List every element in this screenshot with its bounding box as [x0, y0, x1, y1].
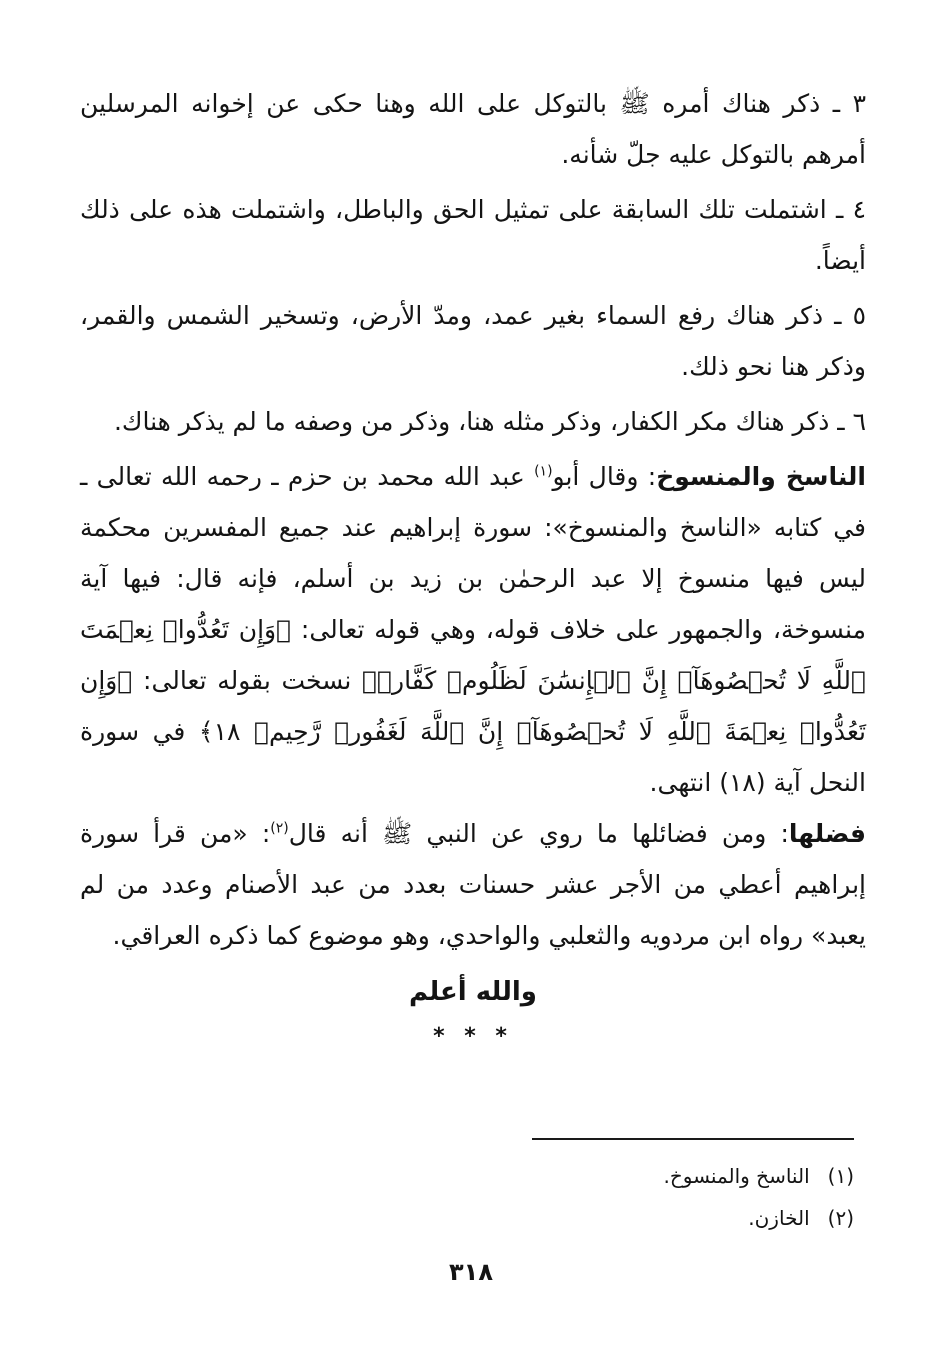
- footnote-number: (١): [827, 1164, 854, 1188]
- footnotes: [454, 1155, 854, 1239]
- footnote-ref-2[interactable]: (٢): [270, 820, 289, 837]
- list-item-5: ٥ ـ ذكر هناك رفع السماء بغير عمد، ومدّ الأرض، وتسخير الشمس والقمر، وذكر هنا نحو ذلك.: [80, 301, 866, 381]
- naskh-paragraph: [80, 451, 866, 808]
- footnote-2: [454, 1197, 854, 1239]
- footnote-number: (٢): [827, 1206, 854, 1230]
- list-item-6: ٦ ـ ذكر هناك مكر الكفار، وذكر مثله هنا، وذكر من وصفه ما لم يذكر هناك.: [113, 407, 866, 436]
- fadl-paragraph: [80, 808, 866, 961]
- list-item-3: ٣ ـ ذكر هناك أمره ﷺ بالتوكل على الله وهنا حكى عن إخوانه المرسلين أمرهم بالتوكل عليه جلّ شأنه.: [80, 89, 866, 169]
- list-item-4: ٤ ـ اشتملت تلك السابقة على تمثيل الحق والباطل، واشتملت هذه على ذلك أيضاً.: [80, 195, 866, 275]
- naskh-lead: : وقال أبو: [552, 462, 657, 491]
- fadl-body: : «من قرأ سورة إبراهيم أعطي من الأجر عشر حسنات بعدد من عبد الأصنام وعدد من لم يعبد» رواه ابن مردويه والثعلبي والواحدي، وهو موضوع كما ذكره العراقي.: [80, 819, 866, 950]
- section-separator: * * *: [433, 1024, 513, 1049]
- page-body: [80, 78, 866, 1057]
- footnote-text: الخازن.: [748, 1206, 810, 1230]
- closing-phrase: والله أعلم: [409, 977, 537, 1007]
- page-number: ٣١٨: [449, 1258, 493, 1286]
- footnote-ref-1[interactable]: (١): [534, 463, 553, 480]
- fadl-heading: فضلها: [788, 819, 866, 848]
- footnote-divider: [532, 1138, 854, 1140]
- footnote-1: [454, 1155, 854, 1197]
- footnote-text: الناسخ والمنسوخ.: [663, 1164, 810, 1188]
- naskh-heading: الناسخ والمنسوخ: [656, 462, 866, 491]
- fadl-lead: : ومن فضائلها ما روي عن النبي ﷺ أنه قال: [288, 819, 789, 848]
- naskh-body: عبد الله محمد بن حزم ـ رحمه الله تعالى ـ في كتابه «الناسخ والمنسوخ»: سورة إبراهيم عند جميع المفسرين محكمة ليس فيها منسوخ إلا عبد الرحمٰن بن زيد بن أسلم، فإنه قال: فيها آية منسوخة، والجمهور على خلاف قوله، وهي قوله تعالى: ﴿وَإِن تَعُدُّوا۟ نِعۡمَتَ ٱللَّهِ لَا تُحۡصُوهَآۗ إِنَّ ٱلۡإِنسَٰنَ لَظَلُومٞ كَفَّارٞ﴾ نسخت بقوله تعالى: ﴿وَإِن تَعُدُّوا۟ نِعۡمَةَ ٱللَّهِ لَا تُحۡصُوهَآۗ إِنَّ ٱللَّهَ لَغَفُورٞ رَّحِيمٞ ١٨﴾ في سورة النحل آية (١٨) انتهى.: [80, 462, 866, 797]
